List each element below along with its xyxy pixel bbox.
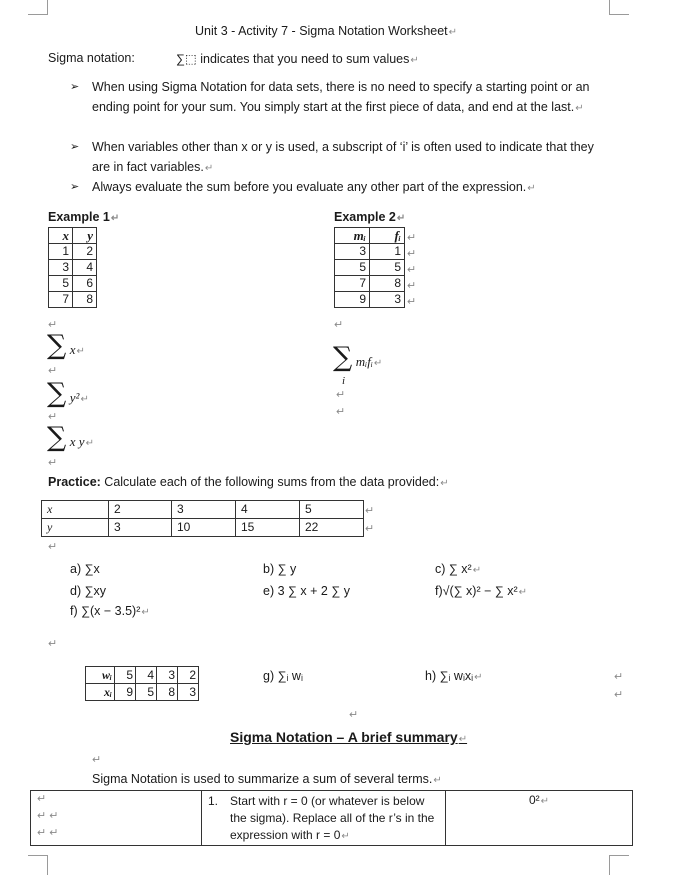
- paragraph-mark: ↵: [85, 438, 94, 449]
- table-cell: 5: [136, 684, 157, 701]
- sigma-icon: ∑: [47, 378, 67, 409]
- table-cell: 4: [236, 501, 300, 519]
- example2-table: [334, 227, 405, 308]
- table-row: [86, 667, 199, 684]
- table-cell: 5: [335, 260, 370, 276]
- crop-mark-bottom-left: [28, 855, 48, 875]
- intro-desc: indicates that you need to sum values: [200, 52, 410, 66]
- intro-label: Sigma notation:: [48, 51, 135, 65]
- table-row: [49, 228, 97, 244]
- table-row: [49, 276, 97, 292]
- table-header-cell: y: [73, 228, 97, 244]
- paragraph-mark: ↵: [440, 478, 449, 489]
- paragraph-mark: ↵: [110, 213, 120, 224]
- paragraph-mark: ↵: [448, 27, 458, 38]
- table-cell: 3: [157, 667, 178, 684]
- paragraph-mark: ↵: [48, 457, 58, 469]
- bullet-arrow-icon: ➢: [70, 181, 80, 193]
- page-title: [195, 24, 457, 38]
- sigma-icon: ∑: [47, 330, 67, 361]
- paragraph-mark: ↵: [80, 394, 89, 405]
- paragraph-mark: ↵: [48, 541, 58, 553]
- paragraph-mark: ↵: [472, 565, 482, 576]
- table-header-cell: xᵢ: [86, 684, 115, 701]
- table-cell: 3: [172, 501, 236, 519]
- paragraph-mark: ↵: [527, 183, 536, 194]
- table-cell: 8: [73, 292, 97, 308]
- table-cell: 1: [370, 244, 405, 260]
- table-cell: 2: [178, 667, 199, 684]
- example2-sum: ∑ mᵢfᵢ↵: [333, 342, 383, 373]
- practice-item-b: b) ∑ y: [263, 562, 297, 576]
- bullet-2: When variables other than x or y is used, a subscript of ‘i’ is often used to indicate that they are in fact variables.↵: [92, 140, 594, 174]
- table-cell: 2: [109, 501, 172, 519]
- table-cell: 3: [335, 244, 370, 260]
- example1-sum-y2: ∑ y²↵: [47, 378, 89, 409]
- table-row: [335, 292, 405, 308]
- table-row: [335, 260, 405, 276]
- example1-sum-x: ∑ x↵: [47, 330, 85, 361]
- paragraph-mark: ↵: [575, 103, 584, 114]
- paragraph-mark: ↵: [373, 358, 383, 369]
- table-header-cell: x: [49, 228, 73, 244]
- weights-table: [85, 666, 199, 701]
- paragraph-mark: ↵: [349, 709, 359, 721]
- example2-sum-index: i: [342, 375, 346, 387]
- practice-table: [41, 500, 364, 537]
- paragraph-mark: ↵: [141, 607, 150, 618]
- table-row: [31, 791, 633, 846]
- table-cell: 5: [49, 276, 73, 292]
- crop-mark-top-left: [28, 0, 48, 15]
- practice-item-f: f) ∑(x − 3.5)²↵: [70, 604, 150, 618]
- table-row: [335, 228, 405, 244]
- table-row: [49, 292, 97, 308]
- example1-label: Example 1↵: [48, 210, 120, 224]
- practice-item-f-sqrt: f)√(∑ x)² − ∑ x²↵: [435, 584, 528, 598]
- paragraph-mark: ↵: [48, 319, 58, 331]
- table-cell: 15: [236, 519, 300, 537]
- paragraph-mark: ↵: [458, 734, 468, 745]
- table-header-cell: wᵢ: [86, 667, 115, 684]
- table-row: [42, 519, 364, 537]
- sigma-icon: ∑: [333, 342, 353, 373]
- page-title-text: Unit 3 - Activity 7 - Sigma Notation Worksheet: [195, 24, 448, 38]
- paragraph-mark: ↵: [334, 319, 344, 331]
- practice-item-h: h) ∑ᵢ wᵢxᵢ↵: [425, 669, 483, 683]
- bullet-arrow-icon: ➢: [70, 141, 80, 153]
- table-cell: 2: [73, 244, 97, 260]
- paragraph-mark: ↵: [48, 365, 58, 377]
- crop-mark-top-right: [609, 0, 629, 15]
- table-cell: 7: [335, 276, 370, 292]
- paragraph-mark: ↵: [540, 796, 550, 807]
- paragraph-mark: ↵: [48, 638, 58, 650]
- paragraph-mark: ↵: [48, 411, 58, 423]
- table-cell: 9: [115, 684, 136, 701]
- intro-definition: [176, 51, 419, 66]
- table-cell: 8: [157, 684, 178, 701]
- table-cell: 9: [335, 292, 370, 308]
- practice-heading: Practice: Calculate each of the following sums from the data provided:↵: [48, 475, 449, 489]
- practice-item-a: a) ∑x: [70, 562, 100, 576]
- table-row: [335, 276, 405, 292]
- table-header-cell: y: [42, 519, 109, 537]
- paragraph-mark: ↵: [341, 831, 350, 842]
- table-cell: 0²↵: [446, 791, 633, 846]
- bullet-arrow-icon: ➢: [70, 81, 80, 93]
- table-cell: 4: [136, 667, 157, 684]
- table-cell: ↵ ↵ ↵ ↵ ↵: [31, 791, 202, 846]
- example2-label: Example 2↵: [334, 210, 406, 224]
- paragraph-mark: ↵: [92, 754, 102, 766]
- table-cell: 22: [300, 519, 364, 537]
- paragraph-mark: ↵: [518, 587, 528, 598]
- table-row: [49, 244, 97, 260]
- practice-item-c: c) ∑ x²↵: [435, 562, 482, 576]
- table-row: [86, 684, 199, 701]
- crop-mark-bottom-right: [609, 855, 629, 875]
- paragraph-mark: ↵: [396, 213, 406, 224]
- paragraph-mark: ↵: [76, 346, 85, 357]
- table-header-cell: fᵢ: [370, 228, 405, 244]
- summary-table: [30, 790, 633, 846]
- table-cell: 5: [300, 501, 364, 519]
- summary-step: 1. Start with r = 0 (or whatever is below the sigma). Replace all of the r’s in the expression with r = 0↵: [208, 794, 435, 842]
- practice-item-g: g) ∑ᵢ wᵢ: [263, 669, 303, 683]
- example1-table: [48, 227, 97, 308]
- sigma-symbol: ∑⬚: [176, 52, 197, 66]
- bullet-3: Always evaluate the sum before you evaluate any other part of the expression.↵: [92, 180, 536, 194]
- table-cell: 6: [73, 276, 97, 292]
- table-cell: [202, 791, 446, 846]
- table-cell: 4: [73, 260, 97, 276]
- table-cell: 5: [115, 667, 136, 684]
- table-cell: 7: [49, 292, 73, 308]
- summary-intro: Sigma Notation is used to summarize a sum of several terms.↵: [92, 772, 442, 786]
- table-row: [42, 501, 364, 519]
- practice-item-d: d) ∑xy: [70, 584, 106, 598]
- paragraph-mark: ↵ ↵ ↵ ↵ ↵: [407, 232, 417, 308]
- table-header-cell: x: [42, 501, 109, 519]
- table-row: [49, 260, 97, 276]
- table-cell: 3: [370, 292, 405, 308]
- table-cell: 3: [109, 519, 172, 537]
- paragraph-mark: ↵: [474, 672, 483, 683]
- table-cell: 1: [49, 244, 73, 260]
- sigma-icon: ∑: [47, 422, 67, 453]
- table-cell: 10: [172, 519, 236, 537]
- paragraph-mark: ↵: [336, 389, 346, 401]
- table-cell: 3: [49, 260, 73, 276]
- table-cell: 3: [178, 684, 199, 701]
- paragraph-mark: ↵: [433, 775, 442, 786]
- table-header-cell: mᵢ: [335, 228, 370, 244]
- paragraph-mark: ↵: [204, 163, 214, 174]
- practice-item-e: e) 3 ∑ x + 2 ∑ y: [263, 584, 350, 598]
- example1-sum-xy: ∑ x y↵: [47, 422, 94, 453]
- paragraph-mark: ↵: [410, 55, 419, 66]
- bullet-1: When using Sigma Notation for data sets, there is no need to specify a starting point or an ending point for your sum. You simply start at the first piece of data, and end at the last.↵: [92, 80, 590, 114]
- paragraph-mark: ↵ ↵: [614, 671, 624, 701]
- table-cell: 5: [370, 260, 405, 276]
- paragraph-mark: ↵: [336, 406, 346, 418]
- table-cell: 8: [370, 276, 405, 292]
- paragraph-mark: ↵ ↵: [365, 505, 375, 535]
- summary-title: Sigma Notation – A brief summary↵: [230, 729, 468, 745]
- table-row: [335, 244, 405, 260]
